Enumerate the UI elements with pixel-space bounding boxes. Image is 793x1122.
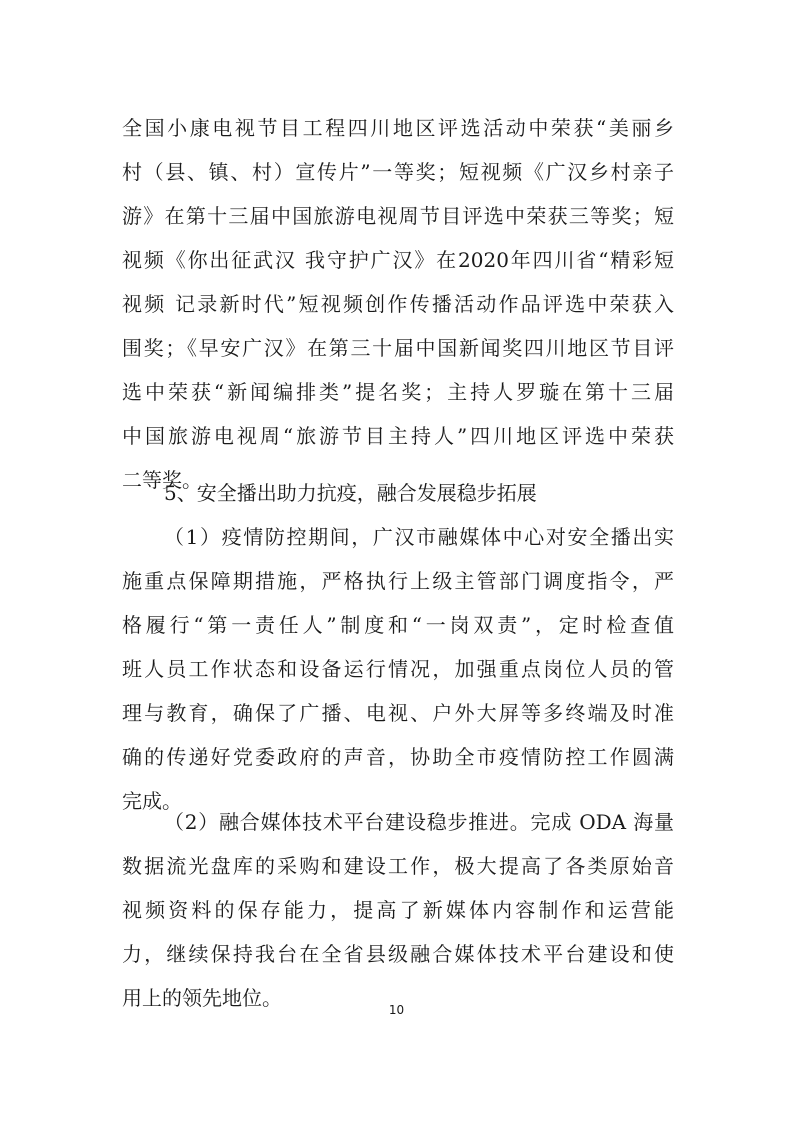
text-line: 选中荣获“新闻编排类”提名奖；主持人罗璇在第十三届 (122, 380, 674, 404)
text-line: 二等奖。 (122, 468, 202, 492)
text-line: 格履行“第一责任人”制度和“一岗双责”，定时检查值 (122, 613, 674, 637)
text-line: 视频资料的保存能力，提高了新媒体内容制作和运营能 (122, 898, 674, 922)
text-line: （1）疫情防控期间，广汉市融媒体中心对安全播出实 (164, 525, 674, 549)
text-line: 理与教育，确保了广播、电视、户外大屏等多终端及时准 (122, 701, 674, 725)
text-line: 用上的领先地位。 (122, 986, 282, 1010)
text-line: 村（县、镇、村）宣传片”一等奖；短视频《广汉乡村亲子 (122, 160, 674, 184)
text-line: （2）融合媒体技术平台建设稳步推进。完成 ODA 海量 (164, 810, 674, 834)
text-line: 围奖；《早安广汉》在第三十届中国新闻奖四川地区节目评 (122, 336, 674, 360)
text-line: 视频 记录新时代”短视频创作传播活动作品评选中荣获入 (122, 292, 674, 316)
text-line: 中国旅游电视周“旅游节目主持人”四川地区评选中荣获 (122, 424, 674, 448)
text-line: 班人员工作状态和设备运行情况，加强重点岗位人员的管 (122, 657, 674, 681)
text-line: 数据流光盘库的采购和建设工作，极大提高了各类原始音 (122, 854, 674, 878)
text-line: 确的传递好党委政府的声音，协助全市疫情防控工作圆满 (122, 745, 674, 769)
text-line: 游》在第十三届中国旅游电视周节目评选中荣获三等奖；短 (122, 204, 674, 228)
text-line: 视频《你出征武汉 我守护广汉》在2020年四川省“精彩短 (122, 248, 674, 272)
page-number: 10 (388, 1003, 405, 1017)
text-line: 施重点保障期措施，严格执行上级主管部门调度指令，严 (122, 569, 674, 593)
text-line: 力，继续保持我台在全省县级融合媒体技术平台建设和使 (122, 942, 674, 966)
text-line: 全国小康电视节目工程四川地区评选活动中荣获“美丽乡 (122, 116, 674, 140)
text-line: 完成。 (122, 789, 182, 813)
section-heading-text: 5、安全播出助力抗疫，融合发展稳步拓展 (164, 481, 537, 505)
